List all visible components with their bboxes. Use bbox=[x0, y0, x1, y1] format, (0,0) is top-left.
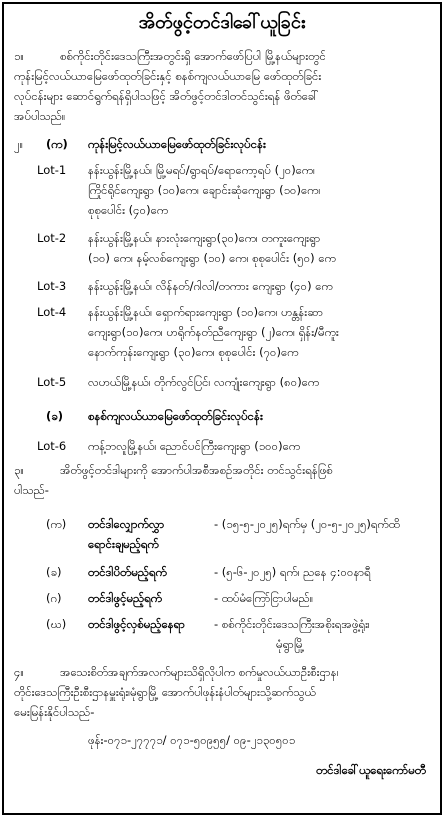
lot-4-line: ကျေးရွာ(၁၀)ကေ၊ ဟရိုက်နတ်ညီကျေးရွာ (၂)ကေ၊ ရှိန်း/မီကူး bbox=[88, 325, 339, 339]
lot-4-line: နန်းယွန်းမြို့နယ်၊ ရှောက်ရားကျေးရွာ (၁၀)ကေ၊ ဟန္တန်းဆာ bbox=[88, 305, 324, 319]
lot-6-label: Lot-6 bbox=[37, 439, 67, 453]
lot-5-label: Lot-5 bbox=[37, 375, 67, 389]
item-c-value: - ထပ်မံကြော်ငြာပါမည်။ bbox=[214, 591, 314, 605]
para-3-line: အိတ်ဖွင့်တင်ဒါများကို အောက်ပါအစီအစဉ်အတိုင်း တင်သွင်းရန်ဖြစ် bbox=[60, 463, 333, 477]
para-4-line: အသေးစိတ်အချက်အလက်များသိရှိလိုပါက စက်မှုလယ်ယာဦးစီးဌာန၊ bbox=[60, 665, 339, 679]
item-b-label: တင်ဒါပိတ်မည့်ရက် bbox=[88, 565, 167, 579]
contact-phones: ဖုန်း-၀၇၁-၂၇၇၇၁/ ၀၇၁-၅၀၉၅၅/ ၀၉-၂၁၃၀၅၀၁ bbox=[88, 733, 296, 747]
item-c-label: တင်ဒါဖွင့်မည့်ရက် bbox=[88, 591, 163, 605]
lot-3-label: Lot-3 bbox=[37, 279, 67, 293]
lot-6-line: ကန့်ဘလူမြို့နယ်၊ ညောင်ပင်ကြီးကျေးရွာ (၁၀၀)ကေ bbox=[88, 439, 301, 453]
lot-2-label: Lot-2 bbox=[37, 231, 67, 245]
para-1-number: ၁။ bbox=[14, 49, 24, 63]
lot-1-line: နန်းယွန်းမြို့နယ်၊ မြို့မရပ်/ရွာရပ်/ရောကော့ရပ် (၂၀)ကေ၊ bbox=[88, 163, 316, 177]
item-d-number: (ဃ) bbox=[46, 617, 67, 631]
para-4-number: ၄။ bbox=[14, 665, 24, 679]
sub-b-number: (ခ) bbox=[46, 409, 63, 423]
lot-1-line: ကြိုင်ရိုင်ကျေးရွာ (၁၀)ကေ၊ ချောင်းဆုံကျေးရွာ (၁၀)ကေ၊ bbox=[88, 183, 321, 197]
item-d-value: - စစ်ကိုင်းတိုင်းဒေသကြီးအစိုးရအဖွဲ့ရုံး၊ bbox=[214, 617, 370, 631]
sub-a-heading: ကုန်းမြင့်လယ်ယာမြေဖော်ထုတ်ခြင်းလုပ်ငန်း bbox=[88, 137, 266, 151]
lot-2-line: (၁၀) ကေ၊ နမ့်လစ်ကျေးရွာ (၁၀) ကေ၊ စုစုပေါင်း (၅၀) ကေ bbox=[88, 251, 336, 265]
item-b-value: - (၅-၆-၂၀၂၅) ရက်၊ ညနေ ၄:၀၀နာရီ bbox=[214, 565, 371, 579]
item-d-label: တင်ဒါဖွင့်လှစ်မည့်နေရာ bbox=[88, 617, 185, 631]
notice-frame bbox=[2, 2, 442, 815]
para-2-number: ၂။ bbox=[14, 137, 24, 151]
item-a-label: ရောင်းချမည့်ရက် bbox=[88, 537, 159, 551]
lot-1-line: စုစုပေါင်း (၄၀)ကေ bbox=[88, 203, 169, 217]
signature: တင်ဒါခေါ်ယူရေးကော်မတီ bbox=[316, 763, 426, 777]
para-3-number: ၃။ bbox=[14, 463, 24, 477]
lot-5-line: လဟယ်မြို့နယ်၊ တိုက်လွင်ပြင်၊ လကျုံးကျေးရွာ (၈၀)ကေ bbox=[88, 375, 320, 389]
para-1-line: လုပ်ငန်းများ ဆောင်ရွက်ရန်ရှိပါသဖြင့် အိတ်ဖွင့်တင်ဒါတင်သွင်းရန် ဖိတ်ခေါ် bbox=[14, 89, 320, 103]
lot-4-label: Lot-4 bbox=[37, 305, 67, 319]
lot-3-line: နန်းယွန်းမြို့နယ်၊ လိန်နတ်/ဂါလါ/တကား ကျေးရွာ (၄၀) ကေ bbox=[88, 279, 333, 293]
para-4-line: တိုင်းဒေသကြီးဦးစီးဌာနမှူးရုံး၊မုံရွာမြို့ အောက်ပါဖုန်းနံပါတ်များသို့ဆက်သွယ် bbox=[14, 685, 316, 699]
item-d-value: မုံရွာမြို့ bbox=[276, 637, 305, 651]
lot-1-label: Lot-1 bbox=[37, 163, 67, 177]
item-a-number: (က) bbox=[46, 517, 67, 531]
para-3-line: ပါသည်- bbox=[14, 483, 49, 497]
para-1-line: အပ်ပါသည်။ bbox=[14, 109, 66, 123]
sub-a-number: (က) bbox=[46, 137, 68, 151]
item-a-label: တင်ဒါလျှောက်လွှာ bbox=[88, 517, 165, 531]
lot-2-line: နန်းယွန်းမြို့နယ်၊ နားလုံးကျေးရွာ(၃၀)ကေ၊ တကူးကျေးရွာ bbox=[88, 231, 321, 245]
item-b-number: (ခ) bbox=[46, 565, 62, 579]
sub-b-heading: စနစ်ကျလယ်ယာမြေဖော်ထုတ်ခြင်းလုပ်ငန်း bbox=[88, 409, 263, 423]
item-a-value: - (၁၅-၅-၂၀၂၅)ရက်မှ (၂၀-၅-၂၀၂၅)ရက်ထိ bbox=[214, 517, 400, 531]
lot-4-line: နောက်ကုန်းကျေးရွာ (၃၀)ကေ၊ စုစုပေါင်း (၇၀)ကေ bbox=[88, 345, 299, 359]
para-1-line: ကုန်းမြင့်လယ်ယာမြေဖော်ထုတ်ခြင်းနှင့် စနစ်ကျလယ်ယာမြေ ဖော်ထုတ်ခြင်း bbox=[14, 69, 322, 83]
para-4-line: မေးမြန်းနိုင်ပါသည်- bbox=[14, 705, 95, 719]
item-c-number: (ဂ) bbox=[46, 591, 62, 605]
notice-title: အိတ်ဖွင့်တင်ဒါခေါ်ယူခြင်း bbox=[138, 12, 306, 33]
para-1-line: စစ်ကိုင်းတိုင်းဒေသကြီးအတွင်းရှိ အောက်ဖော်ပြပါ မြို့နယ်များတွင် bbox=[60, 49, 326, 63]
